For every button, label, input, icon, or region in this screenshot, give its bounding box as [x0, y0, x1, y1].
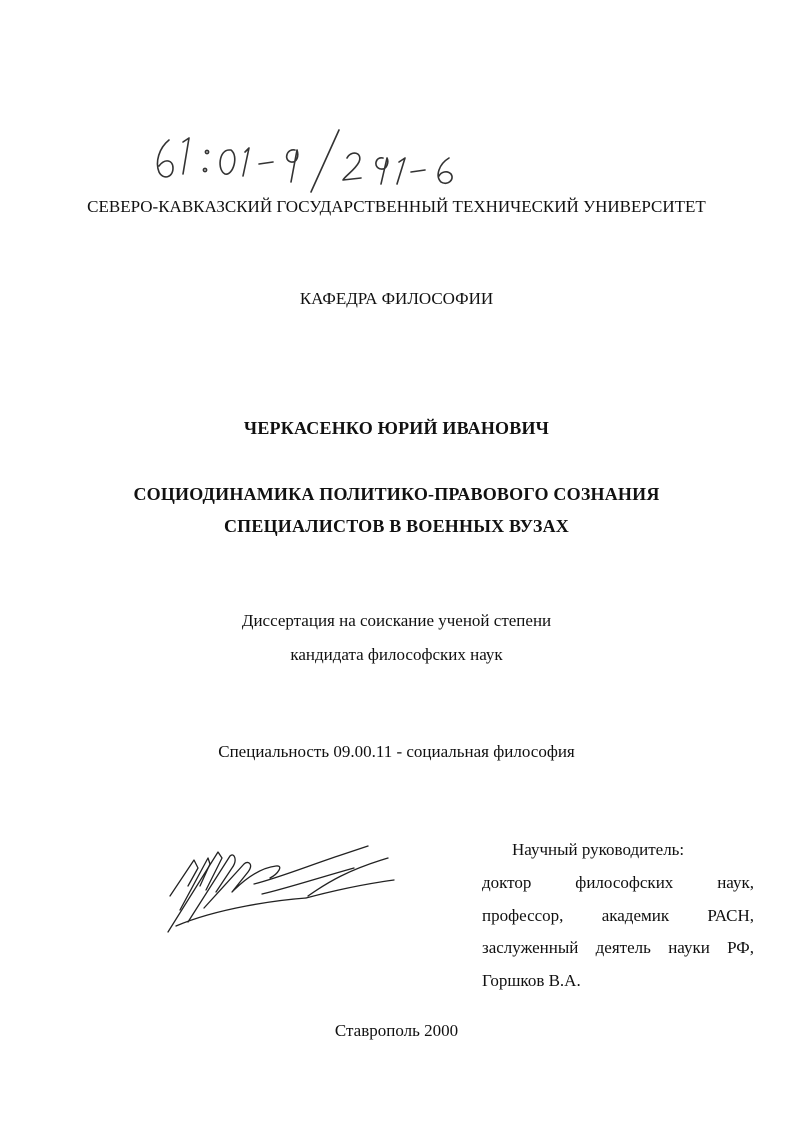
supervisor-name: Горшков В.А. — [482, 971, 581, 990]
specialty: Специальность 09.00.11 - социальная философия — [218, 742, 575, 761]
thesis-title-line2: СПЕЦИАЛИСТОВ В ВОЕННЫХ ВУЗАХ — [223, 516, 569, 536]
signature — [158, 838, 398, 938]
department-name: КАФЕДРА ФИЛОСОФИИ — [299, 289, 494, 308]
author-name: ЧЕРКАСЕНКО ЮРИЙ ИВАНОВИЧ — [243, 418, 550, 438]
university-name: СЕВЕРО-КАВКАЗСКИЙ ГОСУДАРСТВЕННЫЙ ТЕХНИЧЕСКИЙ УНИВЕРСИТЕТ — [87, 197, 706, 216]
supervisor-line1: доктор философских наук, — [482, 873, 754, 892]
thesis-title-line1: СОЦИОДИНАМИКА ПОЛИТИКО-ПРАВОВОГО СОЗНАНИЯ — [133, 484, 660, 504]
degree-line1: Диссертация на соискание ученой степени — [241, 611, 552, 630]
supervisor-heading: Научный руководитель: — [512, 840, 685, 859]
degree-line2: кандидата философских наук — [290, 645, 503, 664]
supervisor-line3: заслуженный деятель науки РФ, — [482, 938, 754, 957]
city-year: Ставрополь 2000 — [334, 1021, 459, 1040]
handwritten-archive-code — [145, 118, 485, 196]
supervisor-line2: профессор, академик РАСН, — [482, 906, 754, 925]
